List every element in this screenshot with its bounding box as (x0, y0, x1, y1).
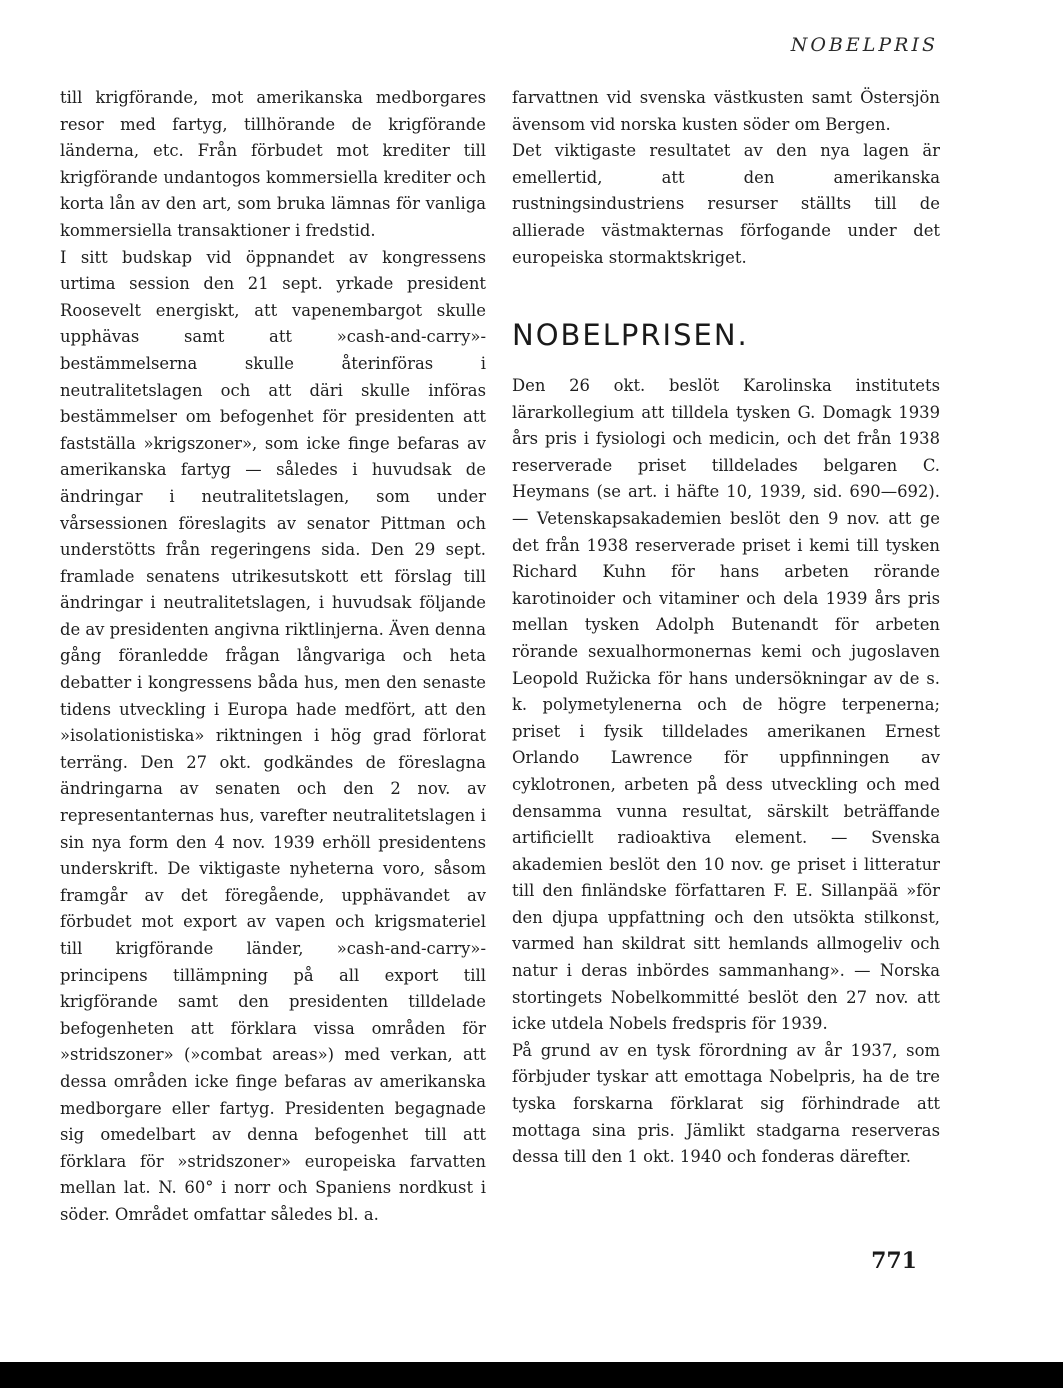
running-head: NOBELPRIS (790, 34, 938, 56)
right-column-top (512, 85, 940, 271)
right-top-paragraph-2: Det viktigaste resultatet av den nya lagen är emellertid, att den amerikanska rustningsindustriens resurser ställts till de allierade västmakternas förfogande under det europeiska stormaktskriget. (512, 141, 940, 267)
section-paragraph-1: Den 26 okt. beslöt Karolinska institutets lärarkollegium att tilldela tysken G. Domagk 1939 års pris i fysiologi och medicin, och det från 1938 reserverade priset tilldelades belgaren C. Heymans (se art. i häfte 10, 1939, sid. 690—692). — Vetenskapsakademien beslöt den 9 nov. att ge det från 1938 reserverade priset i kemi till tysken Richard Kuhn för hans arbeten rörande karotinoider och vitaminer och dela 1939 års pris mellan tysken Adolph Butenandt för arbeten rörande sexualhormonernas kemi och jugoslaven Leopold Ružicka för hans undersökningar av de s. k. polymetylenerna och de högre terpenerna; priset i fysik tilldelades amerikanen Ernest Orlando Lawrence för uppfinningen av cyklotronen, arbeten på dess utveckling och med densamma vunna resultat, särskilt beträffande artificiellt radioaktiva element. — Svenska akademien beslöt den 10 nov. ge priset i litteratur till den finländske författaren F. E. Sillanpää »för den djupa uppfattning och den utsökta stilkonst, varmed han skildrat sitt hemlands allmogeliv och natur i deras inbördes sammanhang». — Norska stortingets Nobelkommitté beslöt den 27 nov. att icke utdela Nobels fredspris för 1939. (512, 376, 940, 1034)
left-paragraph-1: till krigförande, mot amerikanska medborgares resor med fartyg, tillhörande de krigförande länderna, etc. Från förbudet mot krediter till krigförande undantogos kommersiella krediter och korta lån av den art, som bruka lämnas för vanliga kommersiella transaktioner i fredstid. (60, 88, 486, 240)
right-top-paragraph-1: farvattnen vid svenska västkusten samt Östersjön ävensom vid norska kusten söder om Bergen. (512, 88, 940, 134)
left-column (60, 85, 486, 1229)
page-number: 771 (871, 1248, 917, 1274)
left-paragraph-2: I sitt budskap vid öppnandet av kongressens urtima session den 21 sept. yrkade president Roosevelt energiskt, att vapenembargot skulle upphävas samt att »cash-and-carry»-bestämmelserna skulle återinföras i neutralitetslagen och att däri skulle införas bestämmelser om befogenhet för presidenten att fastställa »krigszoner», som icke finge befaras av amerikanska fartyg — således i huvudsak de ändringar i neutralitetslagen, som under vårsessionen föreslagits av senator Pittman och understötts från regeringens sida. Den 29 sept. framlade senatens utrikesutskott ett förslag till ändringar i neutralitetslagen, i huvudsak följande de av presidenten angivna riktlinjerna. Även denna gång föranledde frågan långvariga och heta debatter i kongressens båda hus, men den senaste tidens utveckling i Europa hade medfört, att den »isolationistiska» riktningen i hög grad förlorat terräng. Den 27 okt. godkändes de föreslagna ändringarna av senaten och den 2 nov. av representanternas hus, varefter neutralitetslagen i sin nya form den 4 nov. 1939 erhöll presidentens underskrift. De viktigaste nyheterna voro, såsom framgår av det föregående, upphävandet av förbudet mot export av vapen och krigsmateriel till krigförande länder, »cash-and-carry»-principens tillämpning på all export till krigförande samt den presidenten tilldelade befogenheten att förklara vissa områden för »stridszoner» (»combat areas») med verkan, att dessa områden icke finge befaras av amerikanska medborgare eller fartyg. Presidenten begagnade sig omedelbart av denna befogenhet till att förklara för »stridszoner» europeiska farvatten mellan lat. N. 60° i norr och Spaniens nordkust i söder. Området omfattar således bl. a. (60, 247, 486, 1224)
section-heading: NOBELPRISEN. (512, 318, 749, 352)
section-paragraph-2: På grund av en tysk förordning av år 1937, som förbjuder tyskar att emottaga Nobelpris, ha de tre tyska forskarna förklarat sig förhindrade att mottaga sina pris. Jämlikt stadgarna reserveras dessa till den 1 okt. 1940 och fonderas därefter. (512, 1040, 940, 1167)
scan-bottom-edge (0, 1362, 1063, 1388)
section-body (512, 373, 940, 1171)
